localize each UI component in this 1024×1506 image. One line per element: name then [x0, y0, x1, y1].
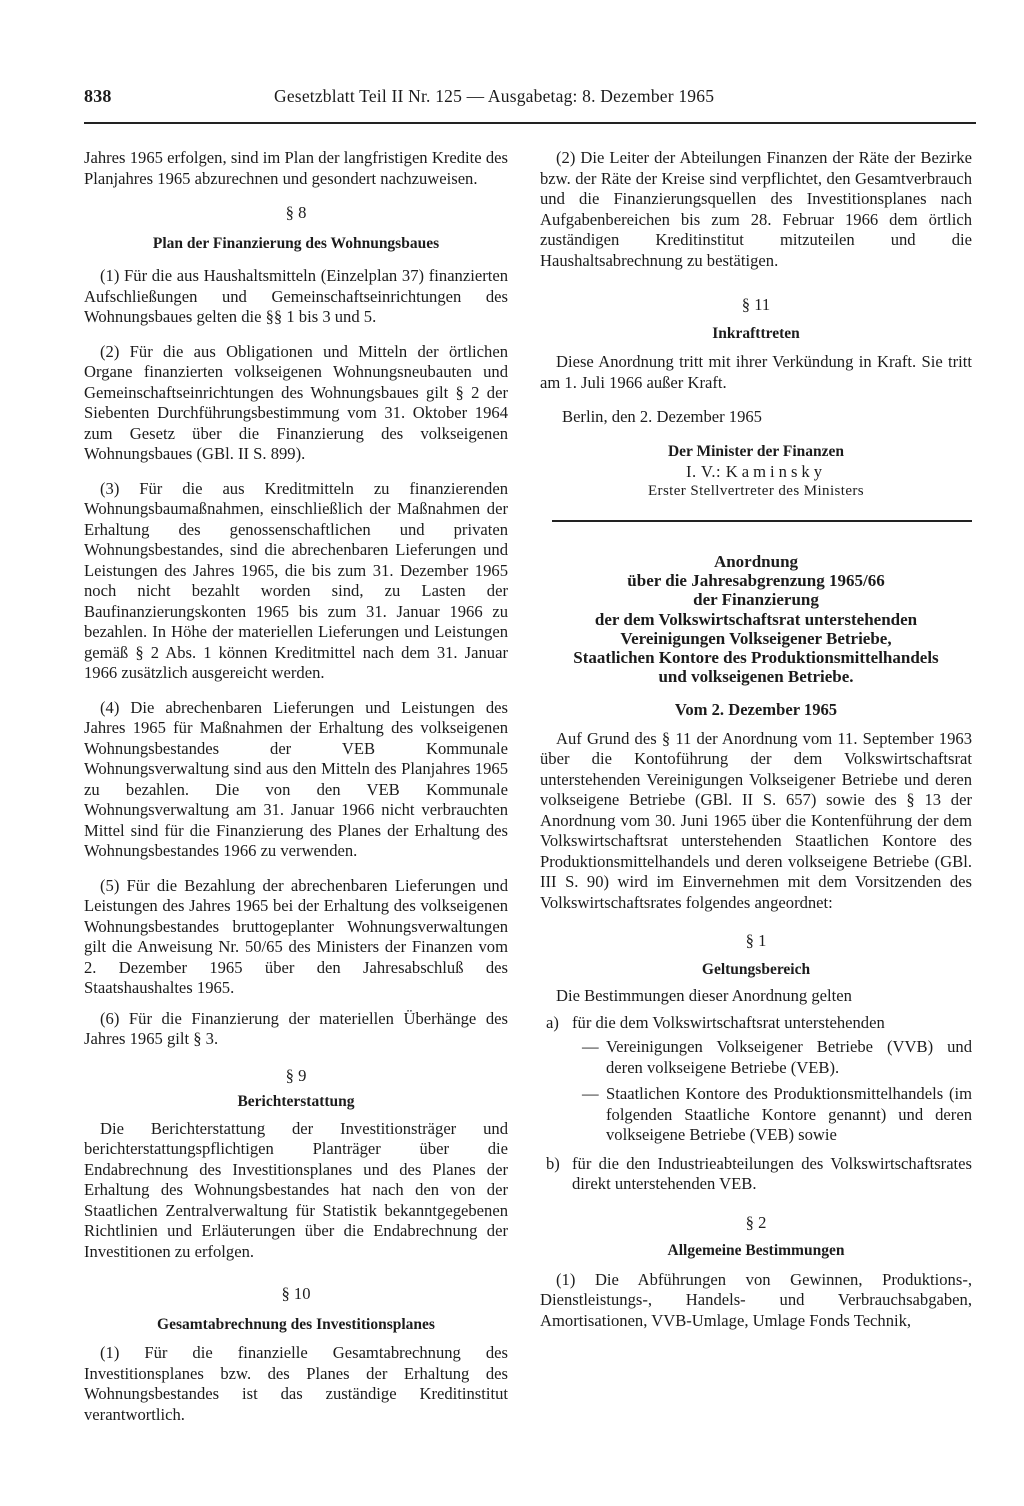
s10-paragraph-1: (1) Für die finanzielle Gesamtabrechnung des Investitionsplanes bzw. des Planes der Erhaltung des Wohnungsbestandes ist das zuständige Kreditinstitut verantwortlich.: [84, 1343, 508, 1424]
continuation-paragraph: Jahres 1965 erfolgen, sind im Plan der langfristigen Kredite des Planjahres 1965 abzurechnen und gesondert nachzuweisen.: [84, 148, 508, 188]
section-number-1: § 1: [745, 931, 767, 951]
right-column: [540, 148, 972, 1331]
s9-paragraph-1: Die Berichterstattung der Investitionsträger und berichterstattungspflichtigen Planträger über die Endabrechnung des Investitionsplanes und des Planes der Erhaltung des Wohnungsbestandes hat nach den von der Staatlichen Zentralverwaltung für Statistik bekanntgegebenen Richtlinien und Erläuterungen über die Endabrechnung der Investitionen zu erfolgen.: [84, 1118, 508, 1261]
section-title-1: Geltungsbereich: [701, 960, 811, 978]
s1-intro: Die Bestimmungen dieser Anordnung gelten: [556, 986, 852, 1006]
section-number-9: § 9: [285, 1065, 307, 1085]
list-item-a: [540, 1013, 972, 1034]
s8-paragraph-2: (2) Für die aus Obligationen und Mitteln der örtlichen Organe finanzierten volkseigenen Wohnungsneubauten und Gemeinschaftseinrichtungen des Wohnungsbaues gilt § 2 der Siebenten Durchführungsbestimmung vom 31. Oktober 1964 zum Gesetz über die Finanzierung des volkseigenen Wohnungsbaues (GBl. II S. 899).: [84, 341, 508, 463]
signature-name: Kaminsky: [725, 462, 826, 481]
dash-text-1: Vereinigungen Volkseigener Betriebe (VVB) und deren volkseigene Betriebe (VEB).: [606, 1037, 972, 1077]
decree-title-line: Staatlichen Kontore des Produktionsmittelhandels: [573, 648, 939, 668]
left-column: [84, 148, 508, 1425]
page-number: 838: [84, 86, 112, 106]
section-title-9: Berichterstattung: [237, 1093, 355, 1110]
s11-paragraph-1: Diese Anordnung tritt mit ihrer Verkündung in Kraft. Sie tritt am 1. Juli 1966 außer Kraft.: [540, 352, 972, 392]
signature-role: Erster Stellvertreter des Ministers: [647, 483, 865, 499]
section-number-11: § 11: [741, 295, 771, 314]
decree-title-line: der dem Volkswirtschaftsrat unterstehenden: [594, 609, 918, 629]
decree-preamble: Auf Grund des § 11 der Anordnung vom 11. September 1963 über die Kontoführung der dem Volkswirtschaftsrat unterstehenden Vereinigungen Volkseigener Betriebe und deren volkseigene Betriebe (GBl. II S. 657) sowie des § 13 der Anordnung vom 30. Juni 1965 über die Kontenführung der dem Volkswirtschaftsrat unterstehenden Staatlichen Kontore des Produktionsmittelhandels und deren volkseigene Betriebe (GBl. III S. 90) wird im Einvernehmen mit dem Vorsitzenden des Volkswirtschaftsrates folgendes angeordnet:: [540, 728, 972, 912]
signature-place-date: Berlin, den 2. Dezember 1965: [562, 407, 762, 426]
signature-name-line: [540, 462, 972, 482]
signature-iv: I. V.:: [685, 462, 722, 481]
s8-paragraph-4: (4) Die abrechenbaren Lieferungen und Leistungen des Jahres 1965 für Maßnahmen der Erhaltung des volkseigenen Wohnungsbestandes der VEB Kommunale Wohnungsverwaltung sind aus den Mitteln des Planjahres 1965 zu bezahlen. Die von den VEB Kommunale Wohnungsverwaltung am 31. Januar 1966 nicht verbrauchten Mittel sind für die Finanzierung des Planes der Erhaltung des Wohnungsbestandes 1966 zu verwenden.: [84, 697, 508, 860]
section-title-2: Allgemeine Bestimmungen: [667, 1242, 845, 1260]
section-title-8: Plan der Finanzierung des Wohnungsbaues: [152, 234, 440, 252]
section-number-2: § 2: [745, 1212, 767, 1232]
list-text-a: für die dem Volkswirtschaftsrat unterstehenden: [572, 1012, 885, 1032]
s8-paragraph-6: (6) Für die Finanzierung der materiellen Überhänge des Jahres 1965 gilt § 3.: [84, 1008, 508, 1048]
list-label-b: b): [546, 1153, 560, 1173]
decree-title-line: Vereinigungen Volkseigener Betriebe,: [620, 628, 892, 648]
decree-title-line: Anordnung: [713, 552, 799, 571]
section-number-10: § 10: [281, 1284, 311, 1303]
page-header: [84, 86, 976, 108]
section-number-8: § 8: [285, 203, 307, 222]
s2-paragraph-1: (1) Die Abführungen von Gewinnen, Produktions-, Dienstleistungs-, Handels- und Verbrauchsabgaben, Amortisationen, VVB-Umlage, Umlage Fonds Technik,: [540, 1269, 972, 1330]
section-title-11: Inkrafttreten: [712, 324, 800, 342]
s8-paragraph-1: (1) Für die aus Haushaltsmitteln (Einzelplan 37) finanzierten Aufschließungen und Gemeinschaftseinrichtungen des Wohnungsbaues gelten die §§ 1 bis 3 und 5.: [84, 266, 508, 326]
header-title: Gesetzblatt Teil II Nr. 125 — Ausgabetag: 8. Dezember 1965: [274, 86, 715, 106]
list-item-b: [540, 1154, 972, 1195]
list-item-dash-1: [582, 1037, 972, 1078]
list-text-b: für die den Industrieabteilungen des Volkswirtschaftsrates direkt unterstehenden VEB.: [572, 1153, 972, 1194]
decree-title-line: und volkseigenen Betriebe.: [658, 667, 854, 687]
header-rule: [84, 122, 976, 124]
list-label-a: a): [546, 1012, 559, 1032]
s8-paragraph-3: (3) Für die aus Kreditmitteln zu finanzierenden Wohnungsbaumaßnahmen, einschließlich der Maßnahmen der Erhaltung des genossenschaftlichen und privaten Wohnungsbestandes, sind die abrechenbaren Lieferungen und Leistungen des Jahres 1965, die bis zum 31. Dezember 1965 noch nicht bezahlt worden sind, zu Lasten der Baufinanzierungskonten 1965 bis zum 31. Januar 1966 zu bezahlen. In Höhe der materiellen Lieferungen und Leistungen gemäß § 2 Abs. 1 können Kreditmittel nach dem 31. Januar 1966 zusätzlich ausgereicht werden.: [84, 478, 508, 682]
list-item-dash-2: [582, 1084, 972, 1146]
decree-title: [540, 552, 972, 686]
dash-label: —: [582, 1084, 599, 1104]
dash-label: —: [582, 1037, 599, 1057]
s8-paragraph-5: (5) Für die Bezahlung der abrechenbaren Lieferungen und Leistungen des Jahres 1965 bei der Erhaltung des volkseigenen Wohnungsbestandes bruttogeplanter Wohnungsverwaltungen gilt die Anweisung Nr. 50/65 des Ministers der Finanzen vom 2. Dezember 1965 über den Jahresabschluß des Staatshaushaltes 1965.: [84, 875, 508, 997]
decree-title-line: der Finanzierung: [693, 590, 819, 610]
dash-text-2: Staatlichen Kontore des Produktionsmittelhandels (im folgenden Staatliche Kontore genannt) und deren volkseigene Betriebe (VEB) sowie: [606, 1084, 972, 1145]
decree-title-line: über die Jahresabgrenzung 1965/66: [627, 571, 885, 591]
signature-minister: Der Minister der Finanzen: [667, 442, 845, 460]
decree-date: Vom 2. Dezember 1965: [674, 700, 838, 720]
s10-paragraph-2: (2) Die Leiter der Abteilungen Finanzen der Räte der Bezirke bzw. der Räte der Kreise sind verpflichtet, den Gesamtverbrauch und die Finanzierungsquellen des Investitionsplanes nach Aufgabenbereichen bis zum 28. Februar 1966 dem örtlich zuständigen Kreditinstitut mitzuteilen und die Haushaltsabrechnung zu bestätigen.: [540, 148, 972, 270]
section-title-10: Gesamtabrechnung des Investitionsplanes: [157, 1315, 435, 1333]
